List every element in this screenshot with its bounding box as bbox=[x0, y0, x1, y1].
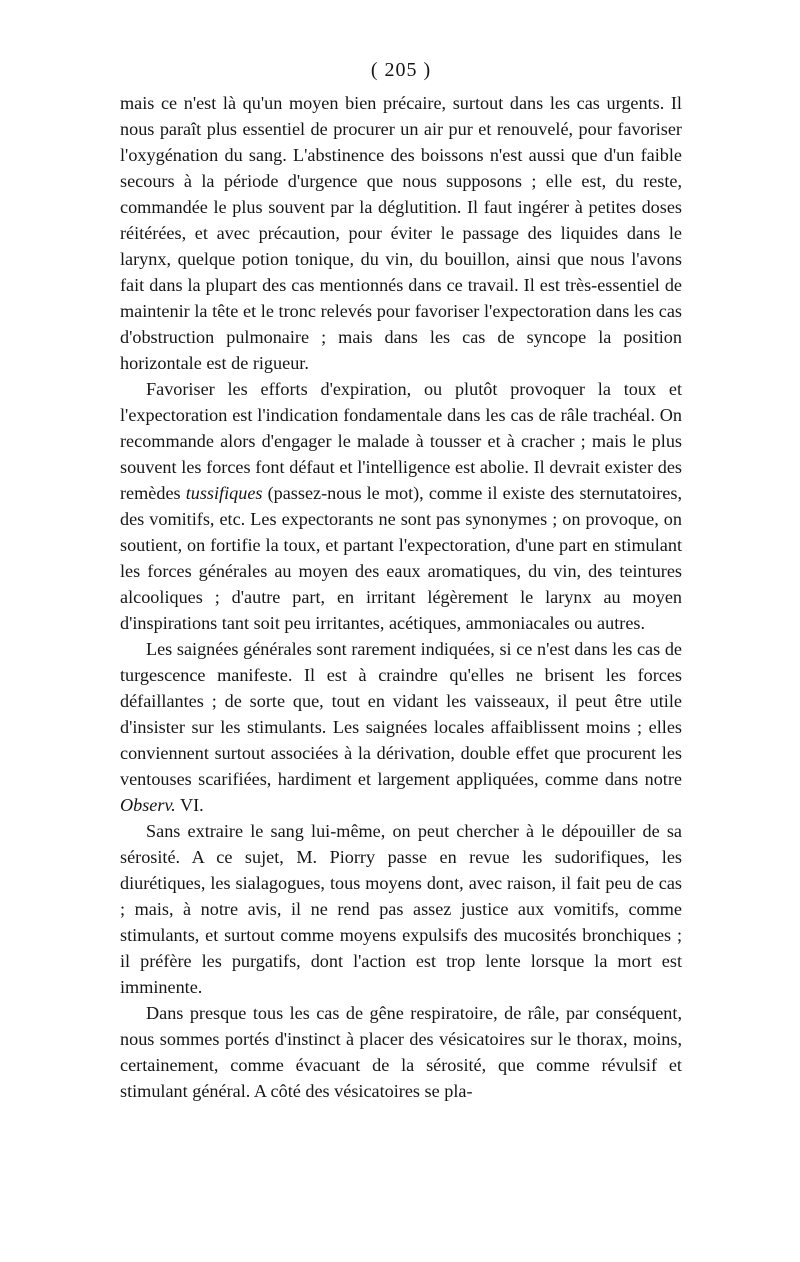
paragraph-text: Dans presque tous les cas de gêne respiratoire, de râle, par conséquent, nous sommes portés d'instinct à placer des vésicatoires sur le thorax, moins, certainement, comme évacuant de la sérosité, que comme révulsif et stimulant général. A côté des vésicatoires se pla- bbox=[120, 1003, 682, 1101]
paragraph-text: mais ce n'est là qu'un moyen bien précaire, surtout dans les cas urgents. Il nous paraît plus essentiel de procurer un air pur et renouvelé, pour favoriser l'oxygénation du sang. L'abstinence des boissons n'est aussi que d'un faible secours à la période d'urgence que nous supposons ; elle est, du reste, commandée le plus souvent par la déglutition. Il faut ingérer à petites doses réitérées, et avec précaution, pour éviter le passage des liquides dans le larynx, quelque potion tonique, du vin, du bouillon, ainsi que nous l'avons fait dans la plupart des cas mentionnés dans ce travail. Il est très-essentiel de maintenir la tête et le tronc relevés pour favoriser l'expectoration dans les cas d'obstruction pulmonaire ; mais dans les cas de syncope la position horizontale est de rigueur. bbox=[120, 93, 682, 373]
page-number: ( 205 ) bbox=[370, 59, 432, 81]
paragraph-3 bbox=[120, 636, 682, 818]
paragraph-1 bbox=[120, 90, 682, 376]
page-body bbox=[120, 58, 682, 1104]
paragraph-text: Les saignées générales sont rarement indiquées, si ce n'est dans les cas de turgescence manifeste. Il est à craindre qu'elles ne brisent les forces défaillantes ; de sorte que, tout en vidant les vaisseaux, il peut être utile d'insister sur les stimulants. Les saignées locales affaiblissent moins ; elles conviennent surtout associées à la dérivation, double effet que procurent les ventouses scarifiées, hardiment et largement appliquées, comme dans notre bbox=[120, 639, 682, 789]
italic-reference: Observ. bbox=[120, 795, 176, 815]
paragraph-text: Sans extraire le sang lui-même, on peut chercher à le dépouiller de sa sérosité. A ce sujet, M. Piorry passe en revue les sudorifiques, les diurétiques, les sialagogues, tous moyens dont, avec raison, il fait peu de cas ; mais, à notre avis, il ne rend pas assez justice aux vomitifs, comme stimulants, et surtout comme moyens expulsifs des mucosités bronchiques ; il préfère les purgatifs, dont l'action est trop lente lorsque la mort est imminente. bbox=[120, 821, 682, 997]
paragraph-text: VI. bbox=[175, 795, 204, 815]
paragraph-text: (passez-nous le mot), comme il existe des sternutatoires, des vomitifs, etc. Les expectorants ne sont pas synonymes ; on provoque, on soutient, on fortifie la toux, et partant l'expectoration, d'une part en stimulant les forces générales au moyen des eaux aromatiques, du vin, des teintures alcooliques ; d'autre part, en irritant légèrement le larynx au moyen d'inspirations tant soit peu irritantes, acétiques, ammoniacales ou autres. bbox=[120, 483, 683, 633]
paragraph-2 bbox=[120, 376, 682, 636]
paragraph-5 bbox=[120, 1000, 682, 1104]
italic-term: tussifiques bbox=[185, 483, 263, 503]
paragraph-4 bbox=[120, 818, 682, 1000]
paragraph-text: Favoriser les efforts d'expiration, ou plutôt provoquer la toux et l'expectoration est l'indication fondamentale dans les cas de râle trachéal. On recommande alors d'engager le malade à tousser et à cracher ; mais le plus souvent les forces font défaut et l'intelligence est abolie. Il devrait exister des remèdes bbox=[120, 379, 682, 503]
